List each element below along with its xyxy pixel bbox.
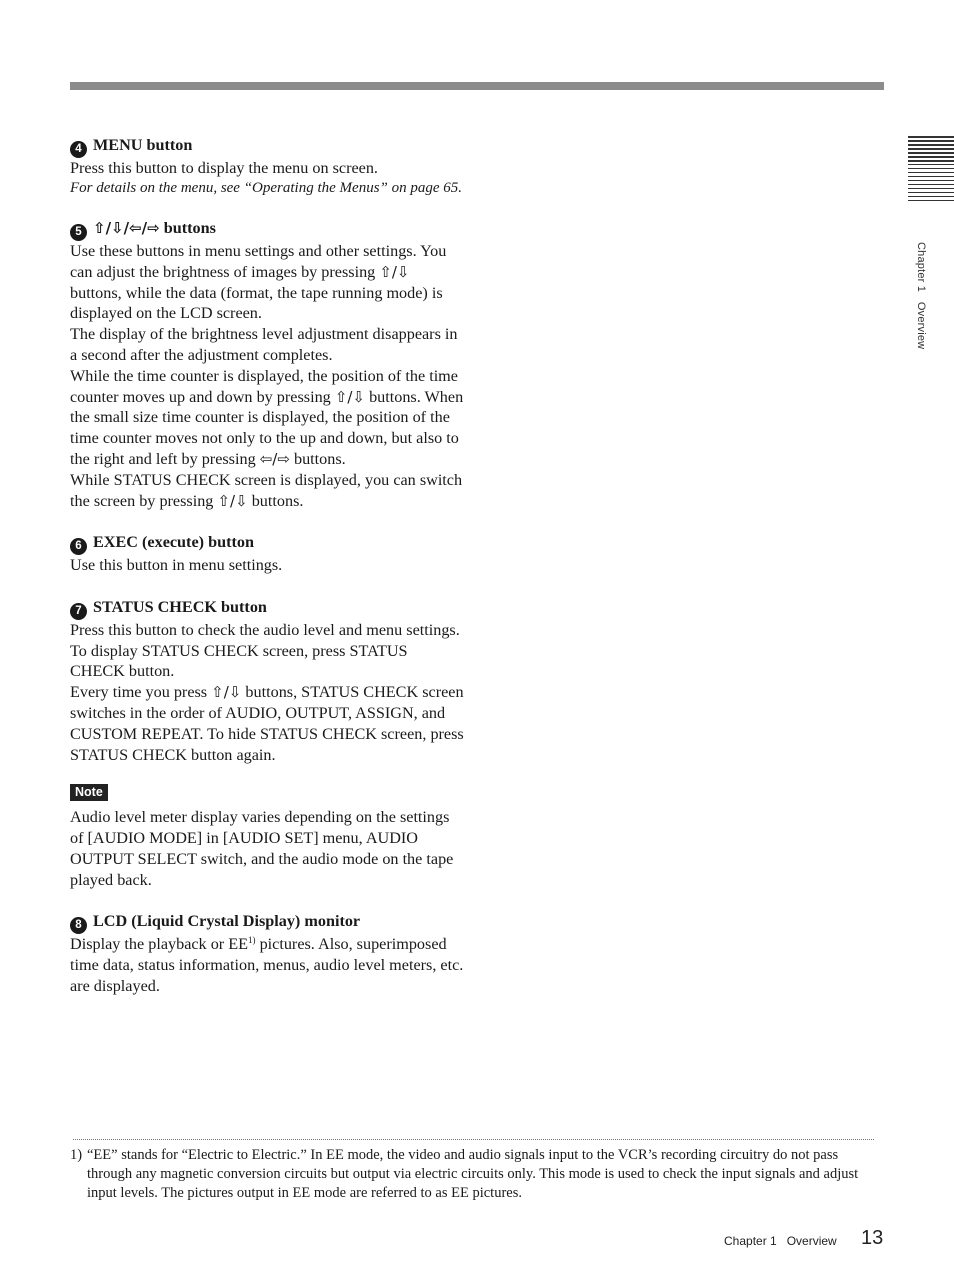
- section-heading: [70, 911, 465, 934]
- footnote-mark: 1): [70, 1147, 83, 1163]
- section-lcd-monitor: [70, 911, 465, 996]
- arrow-keys-icon: ⇧/⇩/⇦/⇨: [93, 219, 160, 238]
- footnote-text: “EE” stands for “Electric to Electric.” In EE mode, the video and audio signals input to the VCR’s recording circuitry do not pass through any magnetic conversion circuits but output via electric circuits only. This mode is used to check the input signals and adjust input levels. The pictures output in EE mode are referred to as EE pictures.: [87, 1147, 859, 1201]
- text-run: buttons. When the small size time counter is displayed, the position of the time counter moves not only to the up and down, but also to the right and left by pressing: [70, 387, 464, 469]
- left-right-arrow-icon: ⇦/⇨: [259, 450, 290, 469]
- text-run: pictures. Also, superimposed time data, status information, menus, audio level meters, etc. are displayed.: [70, 935, 464, 995]
- page-number: 13: [861, 1227, 884, 1249]
- cross-reference: For details on the menu, see “Operating the Menus” on page 65.: [70, 179, 463, 196]
- item-number-badge: 7: [70, 603, 87, 620]
- text-run: Display the playback or EE: [70, 935, 249, 954]
- section-title: buttons: [163, 219, 216, 238]
- footnote: [70, 1146, 882, 1203]
- body-paragraph: [70, 682, 465, 765]
- section-heading: [70, 218, 465, 241]
- note-label: Note: [70, 784, 108, 801]
- body-text: Press this button to display the menu on screen.: [70, 159, 378, 177]
- text-run: buttons, STATUS CHECK screen switches in the order of AUDIO, OUTPUT, ASSIGN, and CUSTOM REPEAT. To hide STATUS CHECK screen, press STATUS CHECK button again.: [70, 683, 464, 764]
- section-arrow-buttons: [70, 218, 465, 511]
- footnote-separator: [73, 1139, 874, 1140]
- chapter-tab-label: Chapter 1 Overview: [915, 242, 927, 350]
- body-paragraph: [70, 934, 465, 996]
- up-down-arrow-icon: ⇧/⇩: [217, 491, 248, 510]
- up-down-arrow-icon: ⇧/⇩: [379, 262, 410, 281]
- text-run: Use these buttons in menu settings and other settings. You can adjust the brightness of images by pressing: [70, 242, 447, 281]
- main-column: [70, 135, 465, 997]
- section-status-check-button: [70, 597, 465, 891]
- body-text: Use this button in menu settings.: [70, 556, 283, 575]
- up-down-arrow-icon: ⇧/⇩: [211, 683, 242, 702]
- item-number-badge: 8: [70, 917, 87, 934]
- body-paragraph: [70, 241, 465, 324]
- note-text: Audio level meter display varies depending on the settings of [AUDIO MODE] in [AUDIO SET] menu, AUDIO OUTPUT SELECT switch, and the audio mode on the tape played back.: [70, 808, 454, 889]
- up-down-arrow-icon: ⇧/⇩: [334, 387, 366, 406]
- text-run: Every time you press: [70, 683, 208, 702]
- section-title: LCD (Liquid Crystal Display) monitor: [93, 912, 361, 931]
- section-title: EXEC (execute) button: [93, 533, 254, 552]
- section-title: MENU button: [93, 136, 193, 154]
- section-heading: [70, 135, 465, 158]
- section-exec-button: [70, 532, 465, 576]
- body-paragraph: The display of the brightness level adjustment disappears in a second after the adjustment completes.: [70, 325, 458, 365]
- section-heading: [70, 532, 465, 555]
- body-paragraph: [70, 470, 465, 512]
- footer-chapter-label: Chapter 1 Overview: [724, 1234, 837, 1248]
- item-number-badge: 5: [70, 224, 87, 241]
- section-heading: [70, 597, 465, 620]
- body-paragraph: [70, 366, 465, 470]
- text-run: buttons.: [293, 450, 346, 469]
- note-block: [70, 781, 465, 890]
- text-run: buttons, while the data (format, the tape running mode) is displayed on the LCD screen.: [70, 283, 443, 323]
- body-paragraph: Press this button to check the audio level and menu settings. To display STATUS CHECK screen, press STATUS CHECK button.: [70, 620, 460, 681]
- text-run: While the time counter is displayed, the position of the time counter moves up and down by pressing: [70, 366, 458, 406]
- footnote-reference: 1): [248, 935, 256, 946]
- header-rule: [70, 82, 884, 90]
- chapter-tab-marker: [908, 136, 954, 204]
- text-run: buttons.: [251, 491, 304, 510]
- item-number-badge: 4: [70, 141, 87, 158]
- text-run: While STATUS CHECK screen is displayed, you can switch the screen by pressing: [70, 470, 463, 510]
- item-number-badge: 6: [70, 538, 87, 555]
- section-title: STATUS CHECK button: [93, 597, 267, 616]
- section-menu-button: [70, 135, 465, 197]
